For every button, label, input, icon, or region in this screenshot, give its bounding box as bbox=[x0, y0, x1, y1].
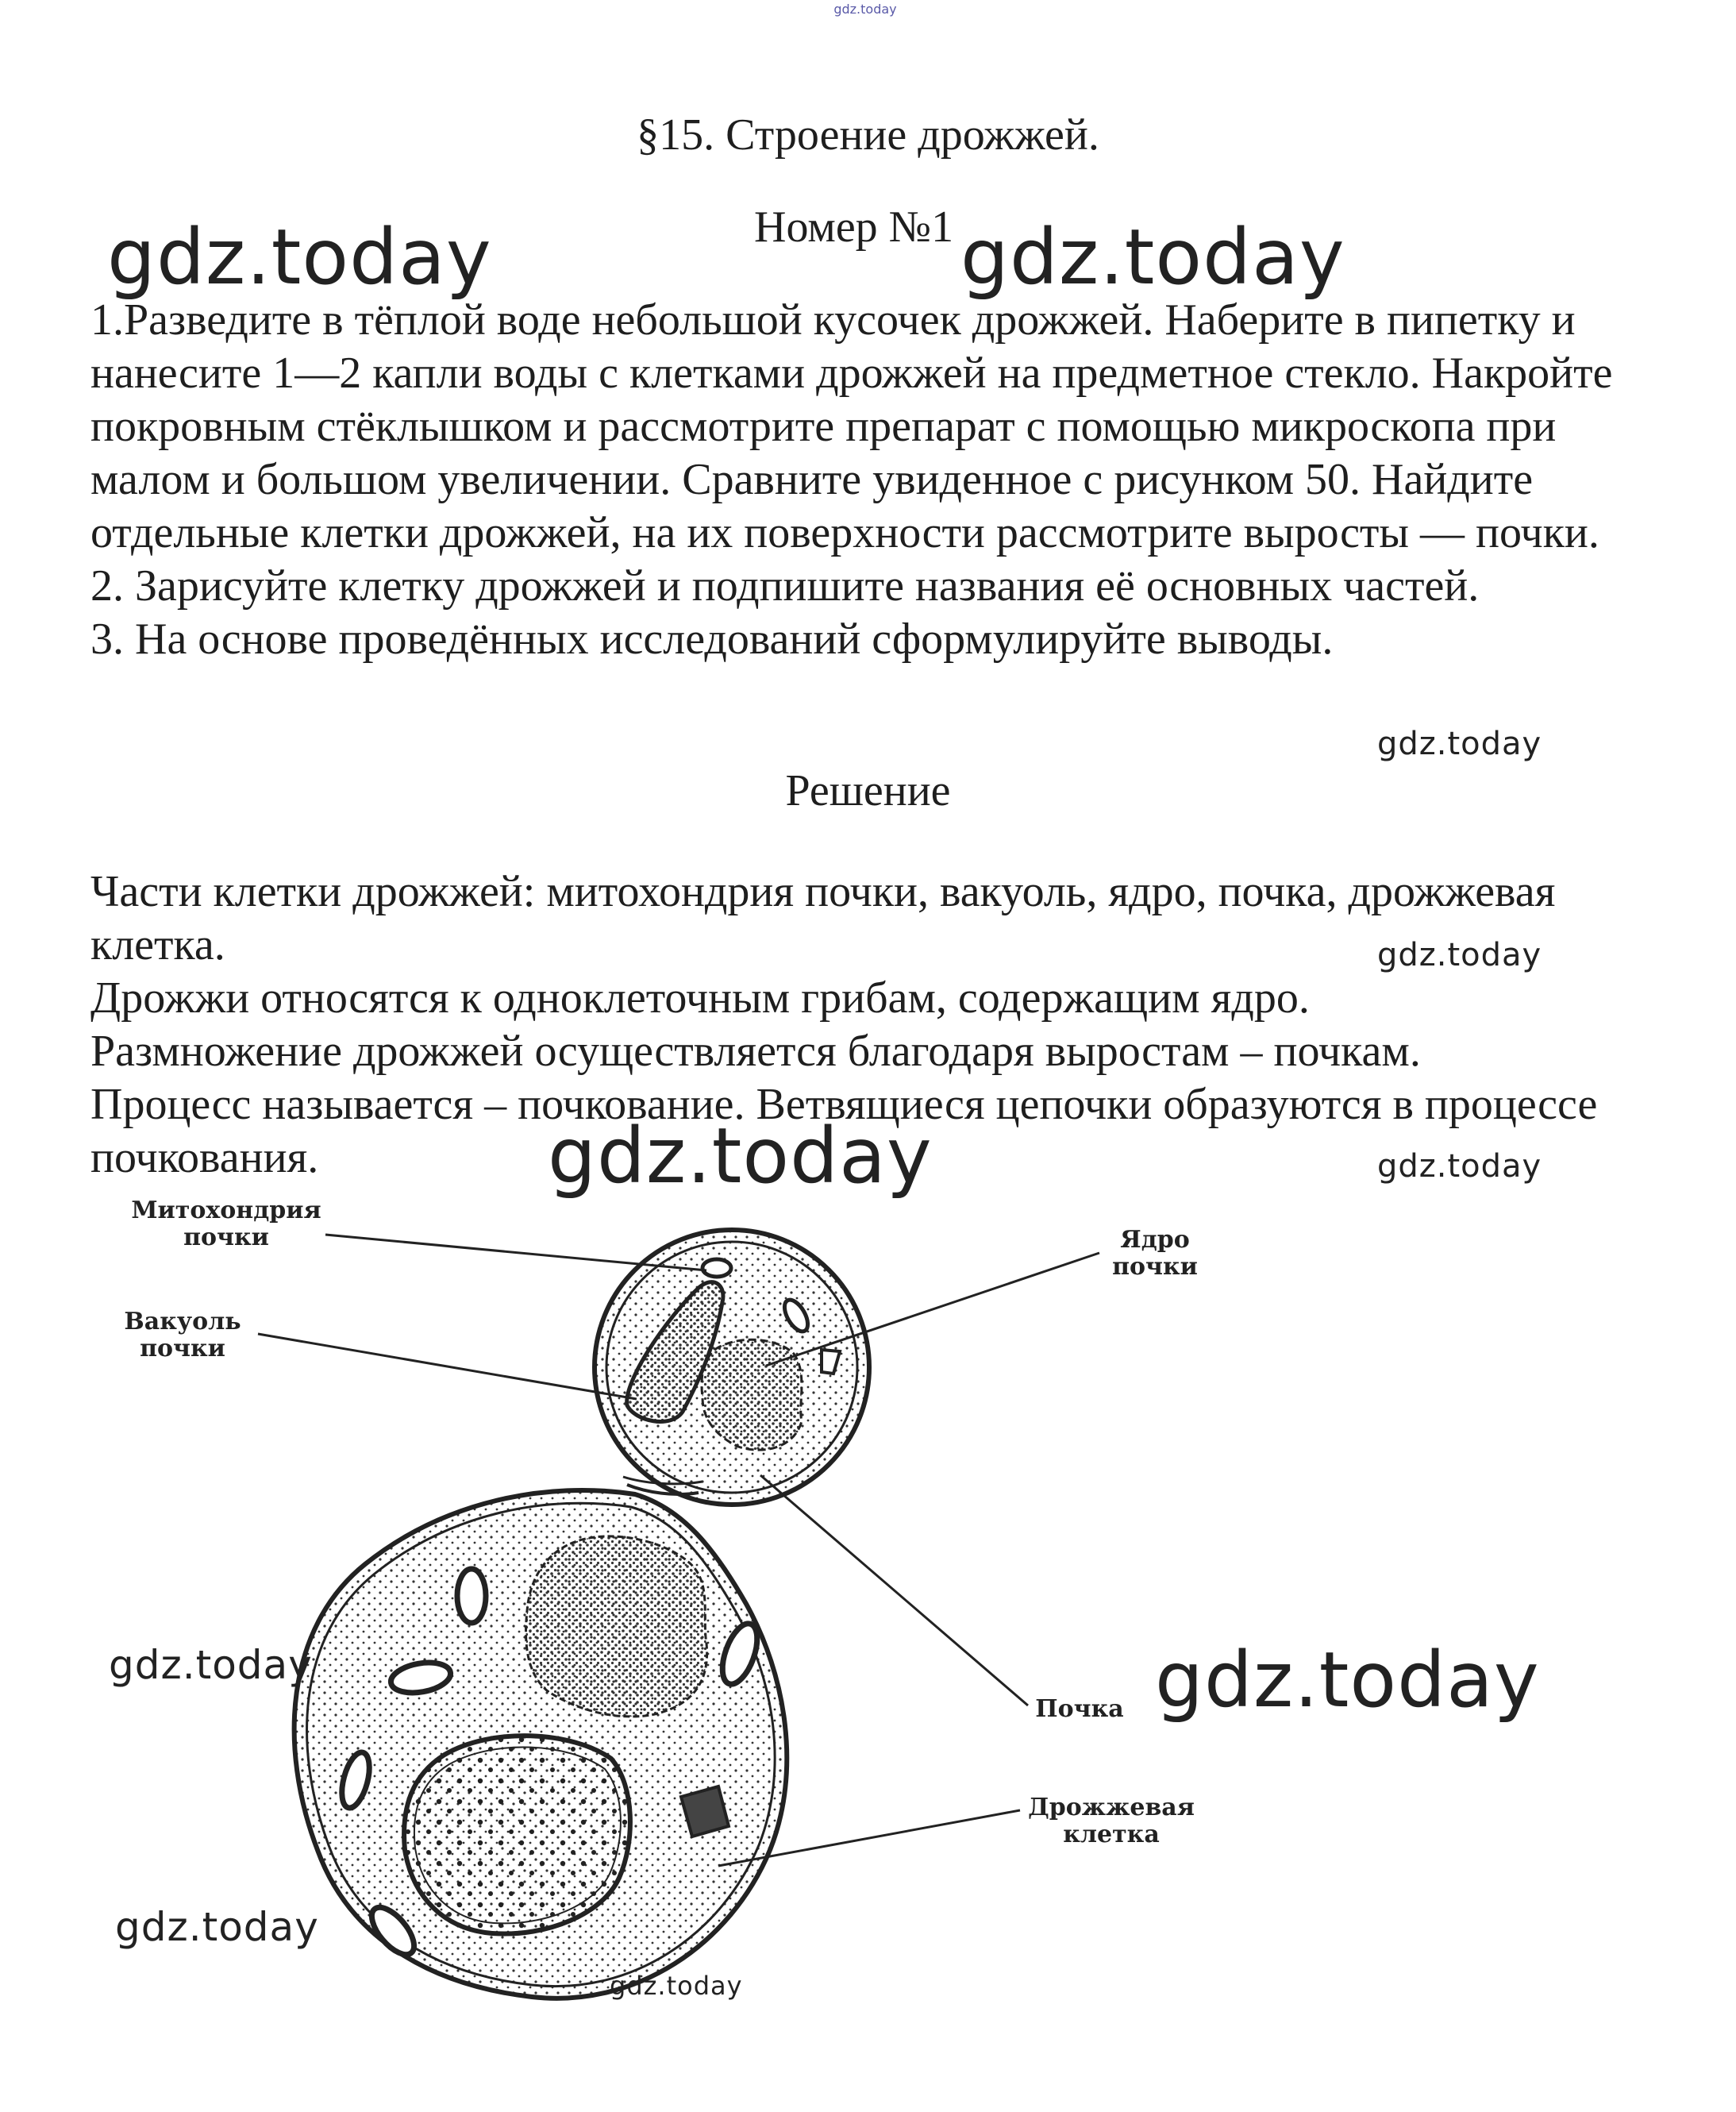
watermark: gdz.today bbox=[610, 1971, 743, 2001]
bud-mitochondrion bbox=[702, 1259, 731, 1277]
answer-paragraph-4: Процесс называется – почкование. Ветвящиеся цепочки образуются в процессе почкования. bbox=[90, 1080, 1598, 1182]
solution-heading: Решение bbox=[785, 766, 951, 815]
exercise-number: Номер №1 bbox=[754, 202, 954, 252]
answer-paragraph-2: Дрожжи относятся к одноклеточным грибам, содержащим ядро. bbox=[90, 973, 1310, 1023]
watermark: gdz.today bbox=[1377, 937, 1542, 973]
label-bud-mitochondrion bbox=[119, 1197, 333, 1251]
task-paragraph-1: 1.Разведите в тёплой воде небольшой кусочек дрожжей. Наберите в пипетку и нанесите 1—2 капли воды с клетками дрожжей на предметное стекло. Накройте покровным стёклышком и рассмотрите препарат с помощью микроскопа при малом и большом увеличении. Сравните увиденное с рисунком 50. Найдите отдельные клетки дрожжей, на их поверхности рассмотрите выросты — почки. bbox=[90, 295, 1613, 557]
watermark: gdz.today bbox=[548, 1112, 933, 1201]
label-text: клетка bbox=[1063, 1821, 1160, 1848]
label-text: Митохондрия bbox=[131, 1197, 321, 1224]
label-yeast-cell bbox=[1020, 1794, 1203, 1848]
label-bud-nucleus bbox=[1099, 1227, 1211, 1281]
watermark: gdz.today bbox=[1377, 726, 1542, 762]
label-text: почки bbox=[183, 1224, 269, 1251]
label-bud-vacuole bbox=[107, 1308, 258, 1362]
watermark: gdz.today bbox=[1155, 1636, 1540, 1725]
task-paragraph-2: 2. Зарисуйте клетку дрожжей и подпишите названия её основных частей. bbox=[90, 561, 1480, 611]
label-text: почки bbox=[140, 1335, 225, 1362]
label-text: Ядро bbox=[1120, 1226, 1190, 1254]
top-watermark: gdz.today bbox=[833, 2, 897, 17]
task-paragraph-3: 3. На основе проведённых исследований сформулируйте выводы. bbox=[90, 615, 1334, 664]
watermark: gdz.today bbox=[109, 1642, 313, 1688]
label-text: Дрожжевая bbox=[1028, 1794, 1195, 1821]
watermark: gdz.today bbox=[960, 213, 1345, 302]
page-title: §15. Строение дрожжей. bbox=[637, 110, 1099, 160]
cell-vacuole bbox=[404, 1736, 630, 1933]
watermark: gdz.today bbox=[115, 1904, 319, 1950]
answer-paragraph-1: Части клетки дрожжей: митохондрия почки, вакуоль, ядро, почка, дрожжевая клетка. bbox=[90, 867, 1556, 969]
watermark: gdz.today bbox=[107, 213, 492, 302]
cell-nucleus bbox=[526, 1536, 707, 1717]
label-bud: Почка bbox=[1035, 1695, 1124, 1723]
watermark: gdz.today bbox=[1377, 1148, 1542, 1185]
label-text: почки bbox=[1112, 1253, 1198, 1281]
label-text: Вакуоль bbox=[124, 1308, 241, 1335]
answer-paragraph-3: Размножение дрожжей осуществляется благодаря выростам – почкам. bbox=[90, 1027, 1421, 1076]
